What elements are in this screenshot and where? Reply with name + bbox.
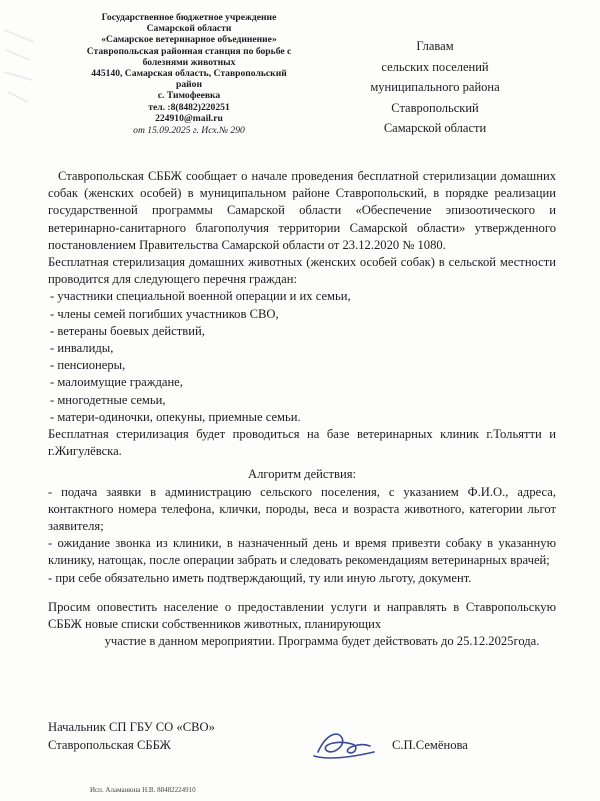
algorithm-heading: Алгоритм действия: <box>248 467 356 482</box>
intro-paragraph: Ставропольская СББЖ сообщает о начале проведения бесплатной стерилизации домашних собак (женских особей) в муниципальном районе Ставропольский, в порядке реализации государственной программы Самарской области «Обеспечение эпизоотического и ветеринарно-санитарного благополучия территории Самарской области» утвержденного постановлением Правительства Самарской области от 23.12.2020 № 1080. <box>48 169 556 252</box>
addressee-line: сельских поселений <box>381 59 489 74</box>
request-paragraph: Просим оповестить население о предоставлении услуги и направлять в Ставропольскую СББЖ новые списки собственников животных, планирующих <box>48 599 556 632</box>
clinics-paragraph: Бесплатная стерилизация будет проводиться на базе ветеринарных клиник г.Тольятти и г.Жигулёвска. <box>48 427 556 459</box>
outgoing-number: от 15.09.2025 г. Исх.№ 290 <box>133 125 245 137</box>
letter-body <box>48 168 556 650</box>
sender-line: с. Тимофеевка <box>157 90 221 102</box>
eligible-groups-list <box>48 288 556 426</box>
list-item: - инвалиды, <box>50 341 114 356</box>
addressee-block <box>330 36 540 139</box>
addressee-line: Главам <box>416 39 454 53</box>
sender-line: район <box>176 79 202 91</box>
sender-email: 224910@mail.ru <box>155 112 223 124</box>
sender-phone: тел. :8(8482)220251 <box>148 101 230 113</box>
addressee-line: Ставропольский <box>391 100 479 115</box>
sender-line: «Самарское ветеринарное объединение» <box>101 34 277 46</box>
algorithm-step: - ожидание звонка из клиники, в назначенный день и время привезти собаку в указанную клинику, натощак, после операции забрать и следовать рекомендациям ветеринарных врачей; <box>48 536 556 568</box>
addressee-line: муниципального района <box>370 80 500 94</box>
eligibility-paragraph: Бесплатная стерилизация домашних животных (женских особей собак) в сельской местности проводится для следующего перечня граждан: <box>48 255 556 287</box>
sender-block <box>64 12 314 136</box>
algorithm-step: - при себе обязательно иметь подтверждающий, ту или иную льготу, документ. <box>48 570 472 585</box>
list-item: - малоимущие граждане, <box>50 375 183 390</box>
position-line: Ставропольская СББЖ <box>48 738 171 752</box>
list-item: - участники специальной военной операции и их семьи, <box>50 289 351 304</box>
request-paragraph-end: участие в данном мероприятии. Программа будет действовать до 25.12.2025года. <box>104 634 540 649</box>
position-line: Начальник СП ГБУ СО «СВО» <box>48 720 215 734</box>
signatory-name: С.П.Семёнова <box>392 738 468 752</box>
sender-line: Ставропольская районная станция по борьбе с <box>86 45 292 57</box>
list-item: - члены семей погибших участников СВО, <box>50 306 279 321</box>
list-item: - матери-одиночки, опекуны, приемные семьи. <box>50 409 301 424</box>
sender-line: Самарской области <box>146 23 232 35</box>
list-item: - пенсионеры, <box>50 358 126 373</box>
executor-footer: Исп. Аламанюна Н.В. 88482224910 <box>90 786 196 794</box>
signatory-position <box>48 718 215 754</box>
list-item: - ветераны боевых действий, <box>50 323 205 338</box>
algorithm-step: - подача заявки в администрацию сельского поселения, с указанием Ф.И.О., адреса, контактного номера телефона, клички, породы, веса и возраста животного, категории льгот заявителя; <box>48 484 556 534</box>
list-item: - многодетные семьи, <box>50 392 166 407</box>
addressee-line: Самарской области <box>383 121 487 135</box>
sender-line: 445140, Самарская область, Ставропольский <box>91 68 287 80</box>
sender-line: Государственное бюджетное учреждение <box>101 12 277 23</box>
sender-line: болезнями животных <box>142 56 236 68</box>
stamp-mark-icon <box>0 20 40 110</box>
handwritten-signature-icon <box>308 722 380 766</box>
